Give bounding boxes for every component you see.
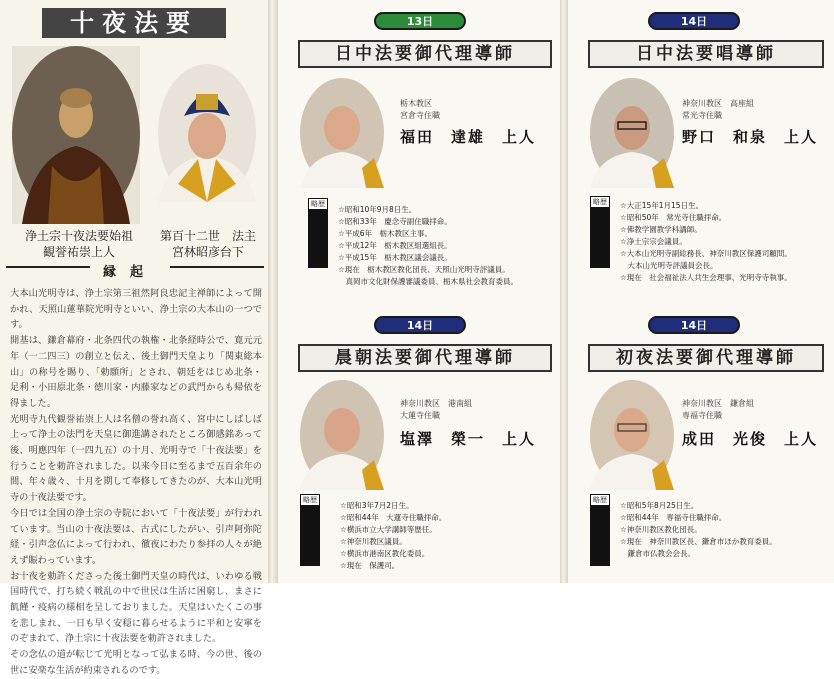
career-label: 略歴 bbox=[590, 494, 610, 506]
career-item: ☆昭和3年7月2日生。 bbox=[340, 501, 414, 510]
spine-gutter bbox=[268, 0, 278, 583]
priest-affiliation bbox=[682, 98, 832, 122]
career-item: ☆昭和50年 常光寺住職拝命。 bbox=[620, 213, 727, 222]
career-label: 略歴 bbox=[300, 494, 320, 506]
day-badge: 14日 bbox=[648, 316, 740, 334]
page-title: 十夜法要 bbox=[42, 8, 226, 38]
founder-portrait bbox=[12, 46, 140, 224]
career-item: ☆神奈川教区議員。 bbox=[340, 537, 407, 546]
career-list bbox=[338, 204, 558, 288]
priest-name: 福田 達雄 上人 bbox=[400, 128, 537, 146]
role-title: 日中法要御代理導師 bbox=[298, 40, 552, 68]
history-paragraph: お十夜を勅許くださった後土御門天皇の時代は、いわゆる戦国時代で、打ち続く戦乱の中で世民は生活に困窮し、まさに飢饉・疫病の様相を呈しておりました。天皇はいたくこの事を悲しまれ、一日も早く安穏に暮らせるように平和と安寧をのぞまれて、浄土宗に十夜法要を勅許されました。 bbox=[10, 570, 262, 645]
career-item: 大本山光明寺評議員会長。 bbox=[620, 261, 718, 270]
career-item: ☆現在 保護司。 bbox=[340, 561, 400, 570]
district: 栃木教区 bbox=[400, 99, 432, 108]
temple: 大蓮寺住職 bbox=[400, 411, 440, 420]
career-item: 鎌倉市仏教会会長。 bbox=[620, 549, 695, 558]
priest-affiliation bbox=[682, 398, 832, 422]
middle-page bbox=[278, 0, 560, 583]
role-title: 晨朝法要御代理導師 bbox=[298, 344, 552, 372]
career-item: ☆平成6年 栃木教区主事。 bbox=[338, 229, 432, 238]
district: 神奈川教区 港南組 bbox=[400, 399, 472, 408]
priest-name: 野口 和泉 上人 bbox=[682, 128, 819, 146]
abbot-caption bbox=[150, 228, 266, 260]
career-item: ☆昭和44年 専福寺住職拝命。 bbox=[620, 513, 727, 522]
founder-caption-line1: 浄土宗十夜法要始祖 bbox=[24, 229, 133, 243]
career-item: ☆平成12年 栃木教区組選組長。 bbox=[338, 241, 452, 250]
founder-caption-line2: 観誉祐崇上人 bbox=[42, 245, 115, 259]
career-list bbox=[340, 500, 556, 572]
career-item: ☆現在 栃木教区教化団長、天照山光明寺評議員。 bbox=[338, 265, 510, 274]
priest-portrait bbox=[590, 380, 674, 490]
abbot-portrait bbox=[158, 64, 256, 202]
district: 神奈川教区 鎌倉組 bbox=[682, 399, 754, 408]
career-item: ☆平成15年 栃木教区議会議長。 bbox=[338, 253, 452, 262]
district: 神奈川教区 高座組 bbox=[682, 99, 754, 108]
career-item: ☆横浜市港南区教化委員。 bbox=[340, 549, 430, 558]
history-paragraph: 大本山光明寺は、浄土宗第三祖然阿良忠記主禅師によって開かれ、天照山蓮華院光明寺といい、浄土宗の大本山の一つです。 bbox=[10, 288, 262, 331]
career-item: ☆現在 社会福祉法人共生会理事、光明寺寺執事。 bbox=[620, 273, 792, 282]
career-item: 真岡市文化財保護審議委員、栃木県社会教育委員。 bbox=[338, 277, 518, 286]
priest-portrait bbox=[300, 78, 384, 188]
career-item: ☆大正15年1月15日生。 bbox=[620, 201, 704, 210]
career-item: ☆佛教学園教学科講師。 bbox=[620, 225, 702, 234]
priest-affiliation bbox=[400, 398, 550, 422]
priest-portrait bbox=[590, 78, 674, 188]
engi-heading: 縁起 bbox=[90, 262, 170, 284]
abbot-caption-line2: 宮林昭彦台下 bbox=[171, 245, 244, 259]
founder-caption bbox=[14, 228, 144, 260]
career-label: 略歴 bbox=[308, 198, 328, 210]
career-item: ☆大本山光明寺副総務長、神奈川教区保護司顧問。 bbox=[620, 249, 792, 258]
career-item: ☆昭和5年8月25日生。 bbox=[620, 501, 699, 510]
role-title: 日中法要唱導師 bbox=[588, 40, 824, 68]
temple: 宮倉寺住職 bbox=[400, 111, 440, 120]
history-text bbox=[10, 286, 262, 679]
career-item: ☆横浜市立大学講師等歴任。 bbox=[340, 525, 437, 534]
history-paragraph: 光明寺九代観誉祐崇上人は名僧の誉れ高く、宮中にしばしば上って浄土の法門を天皇に御進講されたところ御感銘あって後、明應四年（一四九五）の十月、光明寺で「十夜法要」を行うことを勅許されました。以来今日に至るまで五百余年の間、年々歳々、十月を期して奉修してきたのが、大本山光明寺の十夜法要です。 bbox=[10, 413, 262, 504]
career-item: ☆神奈川教区教化団長。 bbox=[620, 525, 702, 534]
history-paragraph: 開基は、鎌倉幕府・北条四代の執権・北条経時公で、寛元元年（一二四三）の創立と伝え、後土御門天皇より「関東総本山」の称号を賜り、「勅願所」とされ、朝廷をはじめ北条・足利・小田原北条・徳川家・内藤家などの武門からも帰依を得ました。 bbox=[10, 335, 262, 409]
role-title: 初夜法要御代理導師 bbox=[588, 344, 824, 372]
right-page bbox=[568, 0, 834, 583]
career-list bbox=[620, 200, 834, 284]
temple: 専福寺住職 bbox=[682, 411, 722, 420]
history-paragraph: 今日では全国の浄土宗の寺院において「十夜法要」が行われています。当山の十夜法要は、古式にしたがい、引声阿弥陀経・引声念仏によって行われ、徹夜にわたり参拝の人々が絶えず賑わっています。 bbox=[10, 507, 262, 566]
priest-affiliation bbox=[400, 98, 550, 122]
abbot-caption-line1: 第百十二世 法主 bbox=[159, 229, 256, 243]
day-badge: 14日 bbox=[648, 12, 740, 30]
priest-name: 成田 光俊 上人 bbox=[682, 430, 819, 448]
career-item: ☆現在 神奈川教区長、鎌倉市ほか教育委員。 bbox=[620, 537, 777, 546]
priest-name: 塩澤 榮一 上人 bbox=[400, 430, 537, 448]
temple: 常光寺住職 bbox=[682, 111, 722, 120]
priest-portrait bbox=[300, 380, 384, 490]
career-item: ☆浄土宗宗会議員。 bbox=[620, 237, 687, 246]
career-list bbox=[620, 500, 832, 560]
day-badge: 13日 bbox=[374, 12, 466, 30]
history-paragraph: その念仏の道が転じて光明となって弘まる時、今の世、後の世に安楽な生活が約束されるのです。 bbox=[10, 649, 262, 676]
career-item: ☆昭和44年 大蓮寺住職拝命。 bbox=[340, 513, 447, 522]
career-item: ☆昭和10年9月8日生。 bbox=[338, 205, 417, 214]
career-item: ☆昭和33年 慶念寺副住職拝命。 bbox=[338, 217, 452, 226]
day-badge: 14日 bbox=[374, 316, 466, 334]
career-label: 略歴 bbox=[590, 196, 610, 208]
left-page bbox=[0, 0, 268, 676]
fold-gutter bbox=[560, 0, 568, 583]
